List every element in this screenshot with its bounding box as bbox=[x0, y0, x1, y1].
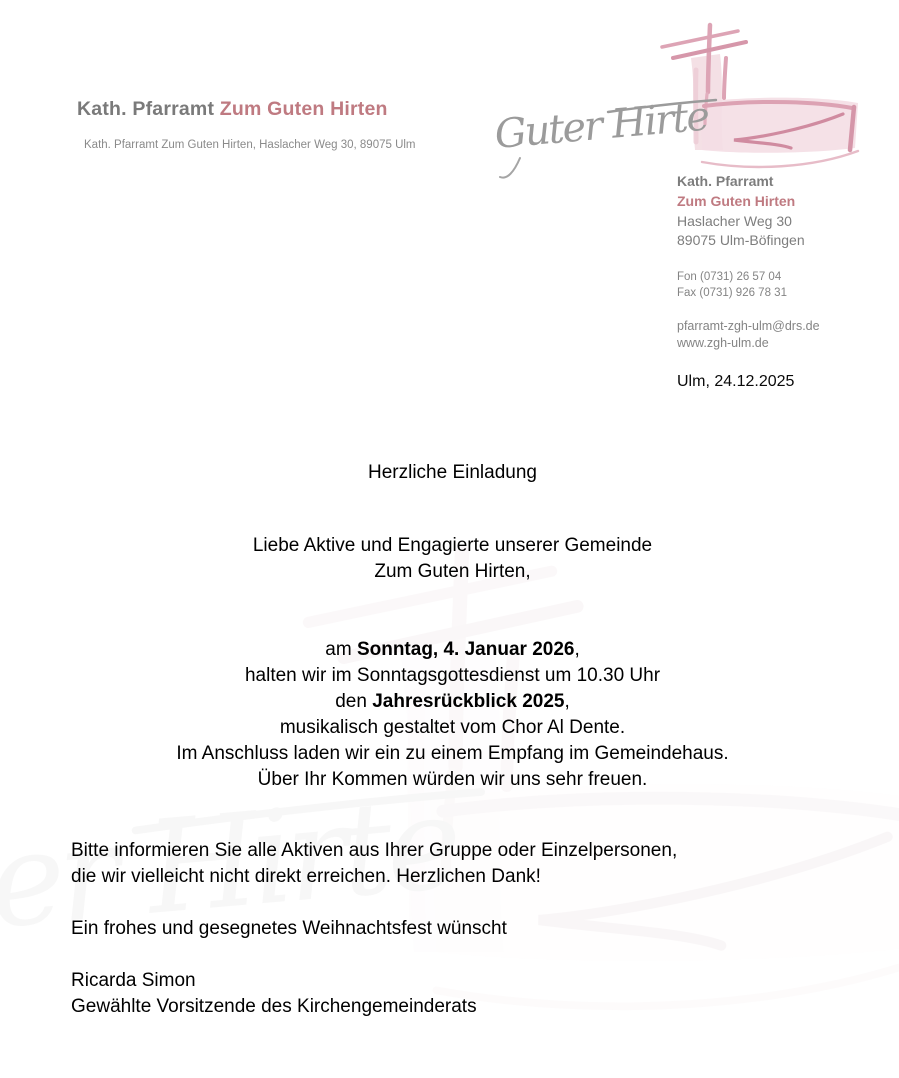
parish-logo bbox=[490, 10, 890, 180]
contact-email: pfarramt-zgh-ulm@drs.de bbox=[677, 318, 820, 333]
event-line2: halten wir im Sonntagsgottesdienst um 10.30 Uhr bbox=[244, 665, 661, 686]
contact-name-line1: Kath. Pfarramt bbox=[677, 173, 774, 189]
salutation bbox=[3, 533, 899, 585]
request-line1: Bitte informieren Sie alle Aktiven aus Ihrer Gruppe oder Einzelpersonen, bbox=[71, 840, 678, 861]
event-details bbox=[3, 637, 899, 793]
event-line3 bbox=[3, 689, 899, 715]
request-paragraph bbox=[71, 838, 677, 890]
event-line1-suffix: , bbox=[574, 639, 580, 660]
letterhead-title-accent: Zum Guten Hirten bbox=[219, 98, 388, 120]
contact-phone: Fon (0731) 26 57 04 bbox=[677, 271, 782, 284]
date-line: Ulm, 24.12.2025 bbox=[677, 372, 795, 390]
letter-heading: Herzliche Einladung bbox=[368, 462, 537, 483]
event-line1 bbox=[3, 637, 899, 663]
signature-block bbox=[71, 968, 477, 1020]
letterhead-title-prefix: Kath. Pfarramt bbox=[77, 98, 215, 120]
event-date: Sonntag, 4. Januar 2026 bbox=[356, 639, 575, 660]
event-title: Jahresrückblick 2025 bbox=[372, 691, 565, 712]
contact-website: www.zgh-ulm.de bbox=[677, 335, 769, 350]
contact-name-line2: Zum Guten Hirten bbox=[677, 192, 796, 209]
event-line1-prefix: am bbox=[325, 639, 357, 660]
sender-address-line: Kath. Pfarramt Zum Guten Hirten, Haslacher Weg 30, 89075 Ulm bbox=[84, 139, 416, 151]
request-line2: die wir vielleicht nicht direkt erreichen. Herzlichen Dank! bbox=[71, 866, 541, 887]
event-line6: Über Ihr Kommen würden wir uns sehr freuen. bbox=[257, 769, 648, 790]
event-line3-prefix: den bbox=[335, 691, 373, 712]
greeting-line: Ein frohes und gesegnetes Weihnachtsfest wünscht bbox=[71, 918, 507, 939]
signature-role: Gewählte Vorsitzende des Kirchengemeinderats bbox=[71, 996, 477, 1017]
salutation-line2: Zum Guten Hirten, bbox=[374, 561, 531, 582]
contact-fax: Fax (0731) 926 78 31 bbox=[677, 287, 787, 300]
contact-block bbox=[677, 172, 887, 392]
salutation-line1: Liebe Aktive und Engagierte unserer Gemeinde bbox=[252, 535, 653, 556]
contact-street: Haslacher Weg 30 bbox=[677, 212, 792, 229]
event-line4: musikalisch gestaltet vom Chor Al Dente. bbox=[279, 717, 626, 738]
signature-name: Ricarda Simon bbox=[71, 970, 196, 991]
event-line3-suffix: , bbox=[564, 691, 570, 712]
contact-city: 89075 Ulm-Böfingen bbox=[677, 232, 805, 249]
letterhead-title bbox=[77, 98, 388, 121]
event-line5: Im Anschluss laden wir ein zu einem Empfang im Gemeindehaus. bbox=[176, 743, 729, 764]
